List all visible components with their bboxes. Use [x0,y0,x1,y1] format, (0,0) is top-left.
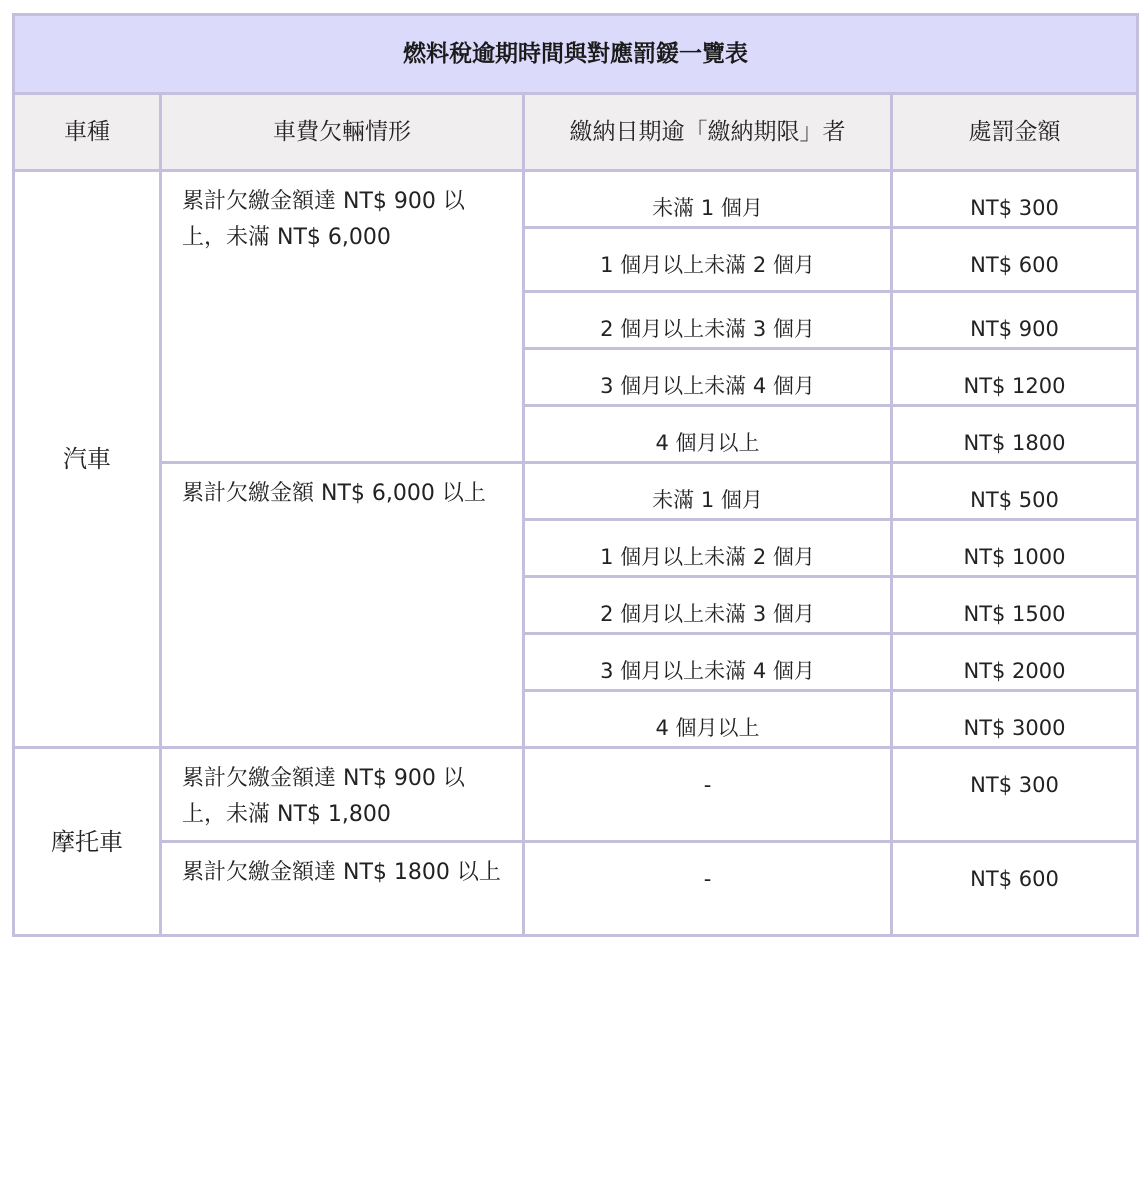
fine-cell: NT$ 500 [892,463,1138,520]
period-cell: 3 個月以上未滿 4 個月 [524,634,892,691]
fine-cell: NT$ 1000 [892,520,1138,577]
vehicle-motorcycle: 摩托車 [14,748,161,936]
condition-car-group2: 累計欠繳金額 NT$ 6,000 以上 [161,463,524,748]
table-row [14,842,1138,936]
period-cell: 4 個月以上 [524,406,892,463]
fine-table-container [12,13,1136,937]
fine-cell: NT$ 2000 [892,634,1138,691]
fine-cell: NT$ 600 [892,228,1138,292]
fine-cell: NT$ 1200 [892,349,1138,406]
period-cell: 未滿 1 個月 [524,171,892,228]
header-fine-amount: 處罰金額 [892,94,1138,171]
condition-motorcycle-2: 累計欠繳金額達 NT$ 1800 以上 [161,842,524,936]
period-cell: 1 個月以上未滿 2 個月 [524,228,892,292]
period-cell: 4 個月以上 [524,691,892,748]
period-cell: 1 個月以上未滿 2 個月 [524,520,892,577]
period-cell: 2 個月以上未滿 3 個月 [524,577,892,634]
header-overdue-period: 繳納日期逾「繳納期限」者 [524,94,892,171]
table-row [14,463,1138,520]
vehicle-car: 汽車 [14,171,161,748]
condition-car-group1: 累計欠繳金額達 NT$ 900 以上，未滿 NT$ 6,000 [161,171,524,463]
period-cell: 2 個月以上未滿 3 個月 [524,292,892,349]
fine-table [12,13,1139,937]
fine-cell: NT$ 300 [892,748,1138,842]
header-vehicle-type: 車種 [14,94,161,171]
header-arrears-condition: 車費欠輛情形 [161,94,524,171]
fine-cell: NT$ 300 [892,171,1138,228]
period-cell: - [524,842,892,936]
period-cell: 未滿 1 個月 [524,463,892,520]
fine-cell: NT$ 900 [892,292,1138,349]
fine-cell: NT$ 3000 [892,691,1138,748]
table-row [14,171,1138,228]
title-row [14,15,1138,94]
table-title: 燃料稅逾期時間與對應罰鍰一覽表 [14,15,1138,94]
header-row [14,94,1138,171]
table-row [14,748,1138,842]
fine-cell: NT$ 1800 [892,406,1138,463]
period-cell: 3 個月以上未滿 4 個月 [524,349,892,406]
fine-cell: NT$ 1500 [892,577,1138,634]
fine-cell: NT$ 600 [892,842,1138,936]
condition-motorcycle-1: 累計欠繳金額達 NT$ 900 以上，未滿 NT$ 1,800 [161,748,524,842]
period-cell: - [524,748,892,842]
